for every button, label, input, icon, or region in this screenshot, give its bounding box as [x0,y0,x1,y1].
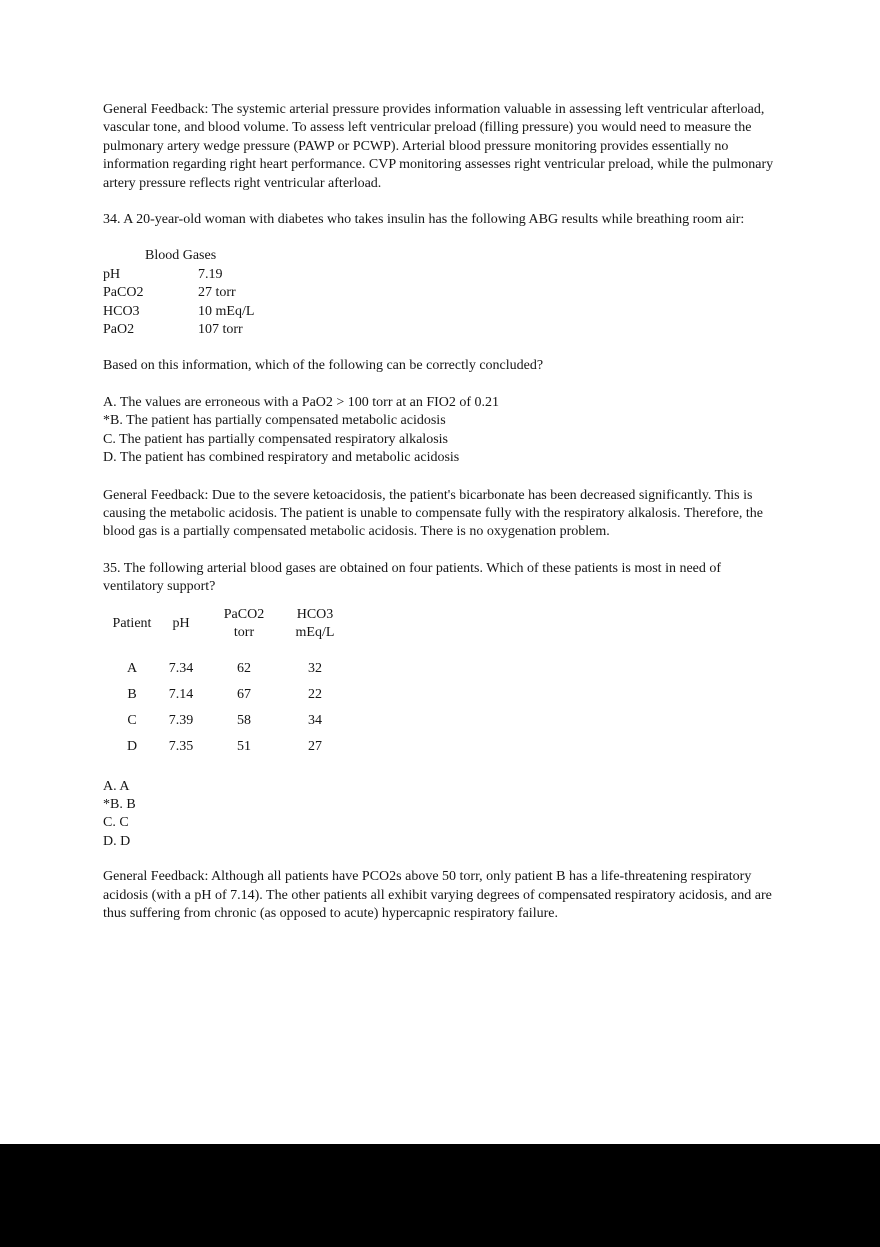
abg-table-row-c [103,712,775,738]
abg-header-hco3-line1: HCO3 [296,606,334,622]
blood-gas-value: 27 torr [198,285,236,301]
abg-header-paco2 [201,606,287,643]
abg-header-patient: Patient [112,615,152,631]
question-34-stem: 34. A 20-year-old woman with diabetes who takes insulin has the following ABG results while breathing room air: [103,212,745,228]
abg-cell-paco2: 51 [237,738,251,754]
question-35-options [103,778,775,852]
abg-cell-paco2: 67 [237,686,251,702]
blood-gases-row [103,284,775,302]
abg-header-paco2-line1: PaCO2 [223,606,265,622]
abg-cell-patient: C [127,712,137,728]
abg-cell-ph: 7.39 [168,712,194,728]
question-35-option-d: D. D [103,833,131,849]
question-35-option-c: C. C [103,815,129,831]
abg-cell-patient: A [126,660,138,676]
abg-cell-hco3: 22 [308,686,322,702]
question-35-stem: 35. The following arterial blood gases are obtained on four patients. Which of these patients is most in need of ventilatory support? [103,560,722,595]
abg-cell-ph: 7.14 [168,686,194,702]
blood-gas-label: HCO3 [103,303,140,319]
bottom-black-bar [0,1144,880,1247]
blood-gas-label: PaO2 [103,322,135,338]
abg-header-ph: pH [172,615,190,631]
blood-gas-value: 107 torr [198,322,243,338]
question-34-option-c: C. The patient has partially compensated respiratory alkalosis [103,431,448,447]
blood-gas-value: 10 mEq/L [198,303,255,319]
question-35-option-a: A. A [103,778,130,794]
abg-table [103,606,775,764]
abg-cell-ph: 7.35 [168,738,194,754]
abg-header-hco3-line2: mEq/L [295,625,335,641]
document-content [103,101,775,941]
abg-cell-patient: D [126,738,138,754]
blood-gases-block [103,247,775,339]
question-34-prompt: Based on this information, which of the following can be correctly concluded? [103,358,544,374]
question-35-option-b-correct: *B. B [103,796,136,812]
abg-table-row-a [103,660,775,686]
question-34-options [103,394,775,468]
abg-cell-hco3: 27 [308,738,322,754]
abg-cell-ph: 7.34 [168,660,194,676]
blood-gases-title: Blood Gases [145,248,217,264]
blood-gas-value: 7.19 [198,266,223,282]
question-34-option-d: D. The patient has combined respiratory and metabolic acidosis [103,450,460,466]
blood-gases-row [103,321,775,339]
blood-gases-row [103,266,775,284]
blood-gas-label: pH [103,266,121,282]
abg-header-hco3 [287,606,343,643]
abg-cell-patient: B [127,686,137,702]
abg-table-row-d [103,738,775,764]
question-34-feedback: General Feedback: Due to the severe ketoacidosis, the patient's bicarbonate has been decreased significantly. This is causing the metabolic acidosis. The patient is unable to compensate fully with the respiratory alkalosis. Therefore, the blood gas is a partially compensated metabolic acidosis. There is no oxygenation problem. [103,487,764,540]
general-feedback-top: General Feedback: The systemic arterial pressure provides information valuable in assessing left ventricular afterload, vascular tone, and blood volume. To assess left ventricular preload (filling pressure) you would need to measure the pulmonary artery wedge pressure (PAWP or PCWP). Arterial blood pressure monitoring provides essentially no information regarding right heart performance. CVP monitoring assesses right ventricular preload, while the pulmonary artery pressure reflects right ventricular afterload. [103,102,774,191]
question-34-option-a: A. The values are erroneous with a PaO2 > 100 torr at an FIO2 of 0.21 [103,394,500,410]
abg-cell-paco2: 58 [237,712,251,728]
question-35-feedback: General Feedback: Although all patients have PCO2s above 50 torr, only patient B has a life-threatening respiratory acidosis (with a pH of 7.14). The other patients all exhibit varying degrees of compensated respiratory acidosis, and are thus suffering from chronic (as opposed to acute) hypercapnic respiratory failure. [103,869,772,921]
abg-table-header [103,606,775,643]
abg-table-row-b [103,686,775,712]
question-34-option-b-correct: *B. The patient has partially compensated metabolic acidosis [103,413,446,429]
blood-gases-row [103,303,775,321]
abg-header-paco2-line2: torr [233,625,255,641]
abg-cell-hco3: 34 [308,712,322,728]
abg-cell-paco2: 62 [237,660,251,676]
abg-cell-hco3: 32 [308,660,322,676]
blood-gas-label: PaCO2 [103,285,144,301]
